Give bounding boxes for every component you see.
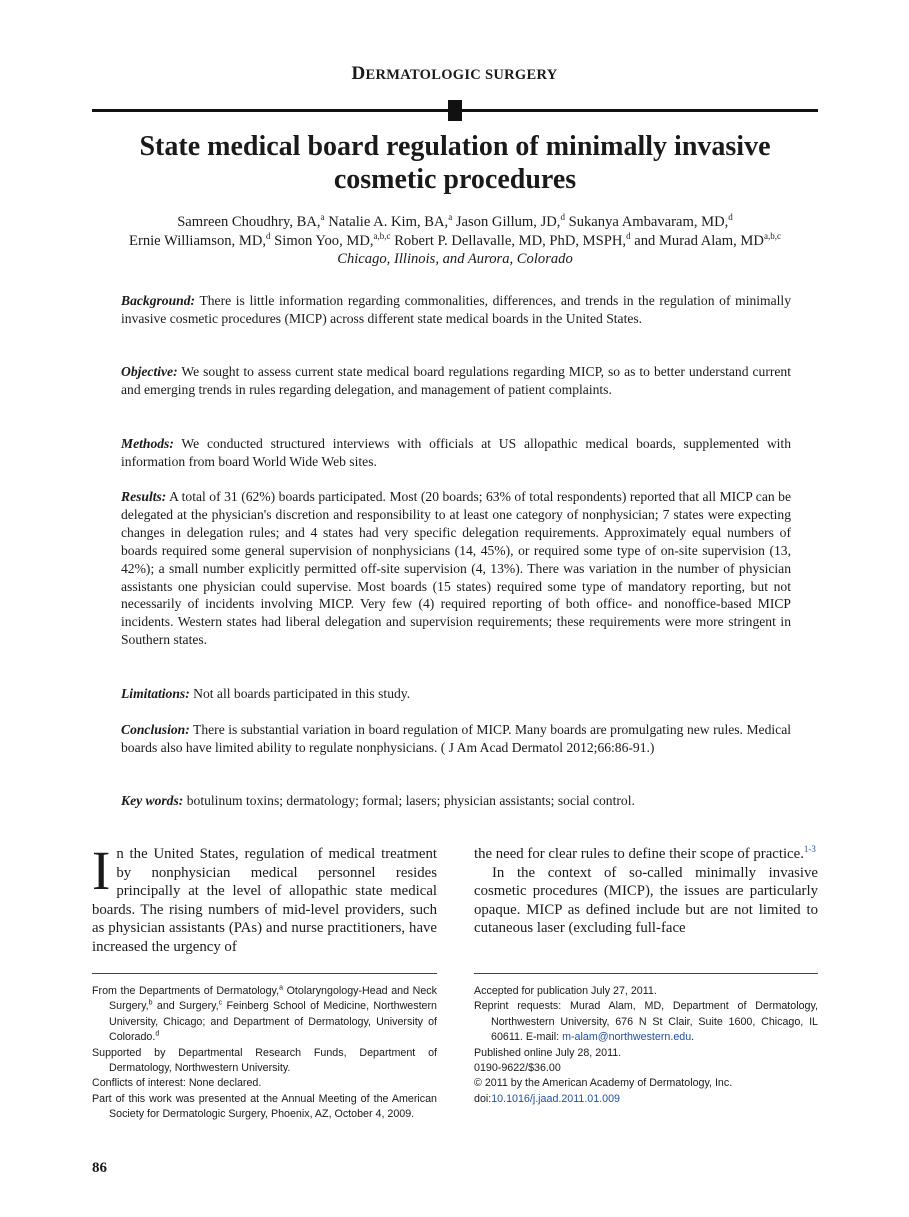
abstract-results: [121, 488, 791, 649]
footnotes-left: [92, 984, 437, 1123]
note-text: Feinberg School of Medicine, Northwestern University, Chicago; and Department of Dermatology, University of Colorado.: [109, 1000, 437, 1044]
abstract-objective-label: Objective:: [121, 364, 178, 379]
conflicts-note: Conflicts of interest: None declared.: [92, 1077, 262, 1090]
abstract-results-text: A total of 31 (62%) boards participated. Most (20 boards; 63% of total respondents) reported that all MICP can be delegated at the physician's discretion and responsibility to at least one category of nonphysician; 7 states were expecting changes in delegation rules; and 4 states had very specific delegation requirements. Approximately equal numbers of boards required some general supervision of nonphysicians (14, 45%), or required some type of on-site supervision (13, 42%); a small number explicitly permitted off-site supervision (4, 13%). There was variation in the number of physician assistants one physician could supervise. Most boards (15 states) required some type of mandatory reporting, but not necessarily of incidents involving MICP. Very few (4) required reporting of both office- and nonoffice-based MICP incidents. Western states had liberal delegation and supervision requirements; these requirements were more stringent in Southern states.: [121, 489, 791, 648]
header-rule-block: [448, 100, 462, 121]
abstract-limitations-label: Limitations:: [121, 686, 190, 701]
body-column-right: [474, 845, 818, 938]
abstract-methods-text: We conducted structured interviews with officials at US allopathic medical boards, supplemented with information from board World Wide Web sites.: [121, 436, 792, 469]
article-title: State medical board regulation of minimally invasive cosmetic procedures: [139, 131, 771, 195]
email-link[interactable]: m-alam@northwestern.edu: [562, 1031, 692, 1044]
affiliation-mark: a: [320, 212, 325, 223]
author-name: Simon Yoo, MD,: [274, 232, 374, 249]
note-text: Reprint requests: Murad Alam, MD, Department of Dermatology, Northwestern University, 676 N St Clair, Suite 1600, Chicago, IL 60611. E-mail:: [474, 1000, 818, 1044]
abstract-methods-label: Methods:: [121, 436, 174, 451]
affiliation-mark: b: [148, 999, 153, 1007]
abstract-objective: [121, 363, 791, 399]
body-paragraph: [474, 845, 818, 864]
abstract-methods: [121, 435, 791, 471]
affiliation-mark: a: [448, 212, 453, 223]
abstract-results-label: Results:: [121, 489, 167, 504]
affiliation-mark: d: [560, 212, 565, 223]
affiliation-mark: c: [218, 999, 223, 1007]
note-text: and Surgery,: [152, 1000, 219, 1013]
affiliation-mark: d: [626, 230, 631, 241]
author-name: Ernie Williamson, MD,: [129, 232, 267, 249]
affiliation-mark: d: [155, 1030, 160, 1038]
affiliation-mark: a,b,c: [763, 230, 781, 241]
author-name: and Murad Alam, MD: [634, 232, 764, 249]
author-line-2: [60, 232, 850, 251]
footnote-rule-left: [92, 973, 437, 974]
author-line-1: [60, 213, 850, 232]
drop-cap: I: [92, 840, 111, 901]
author-name: Jason Gillum, JD,: [455, 214, 561, 230]
body-paragraph: In the context of so-called minimally invasive cosmetic procedures (MICP), the issues are particularly opaque. MICP as defined include but are not limited to cutaneous laser (excluding full-face: [474, 864, 818, 937]
note-text: Otolaryngology-Head and Neck Surgery,: [109, 985, 437, 1013]
doi-label: doi:: [474, 1092, 492, 1105]
citation-link[interactable]: 1-3: [803, 844, 816, 855]
note-text: .: [691, 1031, 695, 1044]
abstract-conclusion-label: Conclusion:: [121, 722, 190, 737]
footnote-rule-right: [474, 973, 818, 974]
body-text: the need for clear rules to define their scope of practice.: [474, 846, 804, 862]
abstract-limitations-text: Not all boards participated in this study.: [193, 686, 411, 701]
note-text: From the Departments of Dermatology,: [92, 985, 280, 997]
footnotes-right: [474, 984, 818, 1107]
abstract-limitations: [121, 685, 791, 703]
doi-link[interactable]: 10.1016/j.jaad.2011.01.009: [491, 1092, 620, 1105]
affiliation-mark: a: [279, 984, 283, 992]
page-number: 86: [92, 1160, 107, 1176]
affiliation-note: [92, 984, 437, 1046]
abstract-conclusion-text: There is substantial variation in board regulation of MICP. Many boards are promulgating new rules. Medical boards also have limited ability to regulate nonphysicians. ( J Am Acad Dermatol 2012;66:86-91.): [121, 722, 791, 755]
presentation-note: Part of this work was presented at the Annual Meeting of the American Society for Dermatologic Surgery, Phoenix, AZ, October 4, 2009.: [92, 1092, 437, 1121]
affiliation-mark: d: [728, 212, 733, 223]
section-heading: [0, 63, 909, 85]
affiliation-mark: d: [266, 230, 271, 241]
author-name: Natalie A. Kim, BA,: [328, 214, 449, 230]
doi-note: [474, 1092, 818, 1107]
author-location: Chicago, Illinois, and Aurora, Colorado: [337, 251, 573, 268]
body-paragraph: n the United States, regulation of medical treatment by nonphysician medical personnel resides principally at the level of allopathic state medical boards. The rising numbers of mid-level providers, such as physician assistants (PAs) and nurse practitioners, have increased the urgency of: [92, 846, 437, 955]
abstract-background-text: There is little information regarding commonalities, differences, and trends in the regulation of minimally invasive cosmetic procedures (MICP) across different state medical boards in the United States.: [121, 293, 792, 326]
abstract-objective-text: We sought to assess current state medical board regulations regarding MICP, so as to better understand current and emerging trends in rules regarding delegation, and management of patient complaints.: [121, 364, 791, 397]
funding-note: Supported by Departmental Research Funds, Department of Dermatology, Northwestern University.: [92, 1046, 437, 1075]
body-column-left: [92, 840, 437, 957]
author-name: Samreen Choudhry, BA,: [177, 214, 321, 230]
section-heading-rest: ERMATOLOGIC SURGERY: [365, 67, 558, 83]
author-name: Sukanya Ambavaram, MD,: [568, 214, 729, 230]
reprint-note: [474, 999, 818, 1045]
accepted-note: Accepted for publication July 27, 2011.: [474, 985, 657, 997]
author-list: [60, 213, 850, 269]
abstract-keywords-text: botulinum toxins; dermatology; formal; lasers; physician assistants; social control.: [186, 793, 635, 808]
affiliation-mark: a,b,c: [373, 230, 391, 241]
abstract-background: [121, 292, 791, 328]
published-note: Published online July 28, 2011.: [474, 1046, 622, 1059]
abstract-keywords: [121, 792, 791, 810]
author-name: Robert P. Dellavalle, MD, PhD, MSPH,: [394, 232, 627, 249]
abstract-conclusion: [121, 721, 791, 757]
section-heading-initial: D: [351, 63, 366, 84]
copyright-note: © 2011 by the American Academy of Dermatology, Inc.: [474, 1077, 733, 1090]
issn-note: 0190-9622/$36.00: [474, 1062, 561, 1075]
abstract-background-label: Background:: [121, 293, 196, 308]
abstract-keywords-label: Key words:: [121, 793, 184, 808]
